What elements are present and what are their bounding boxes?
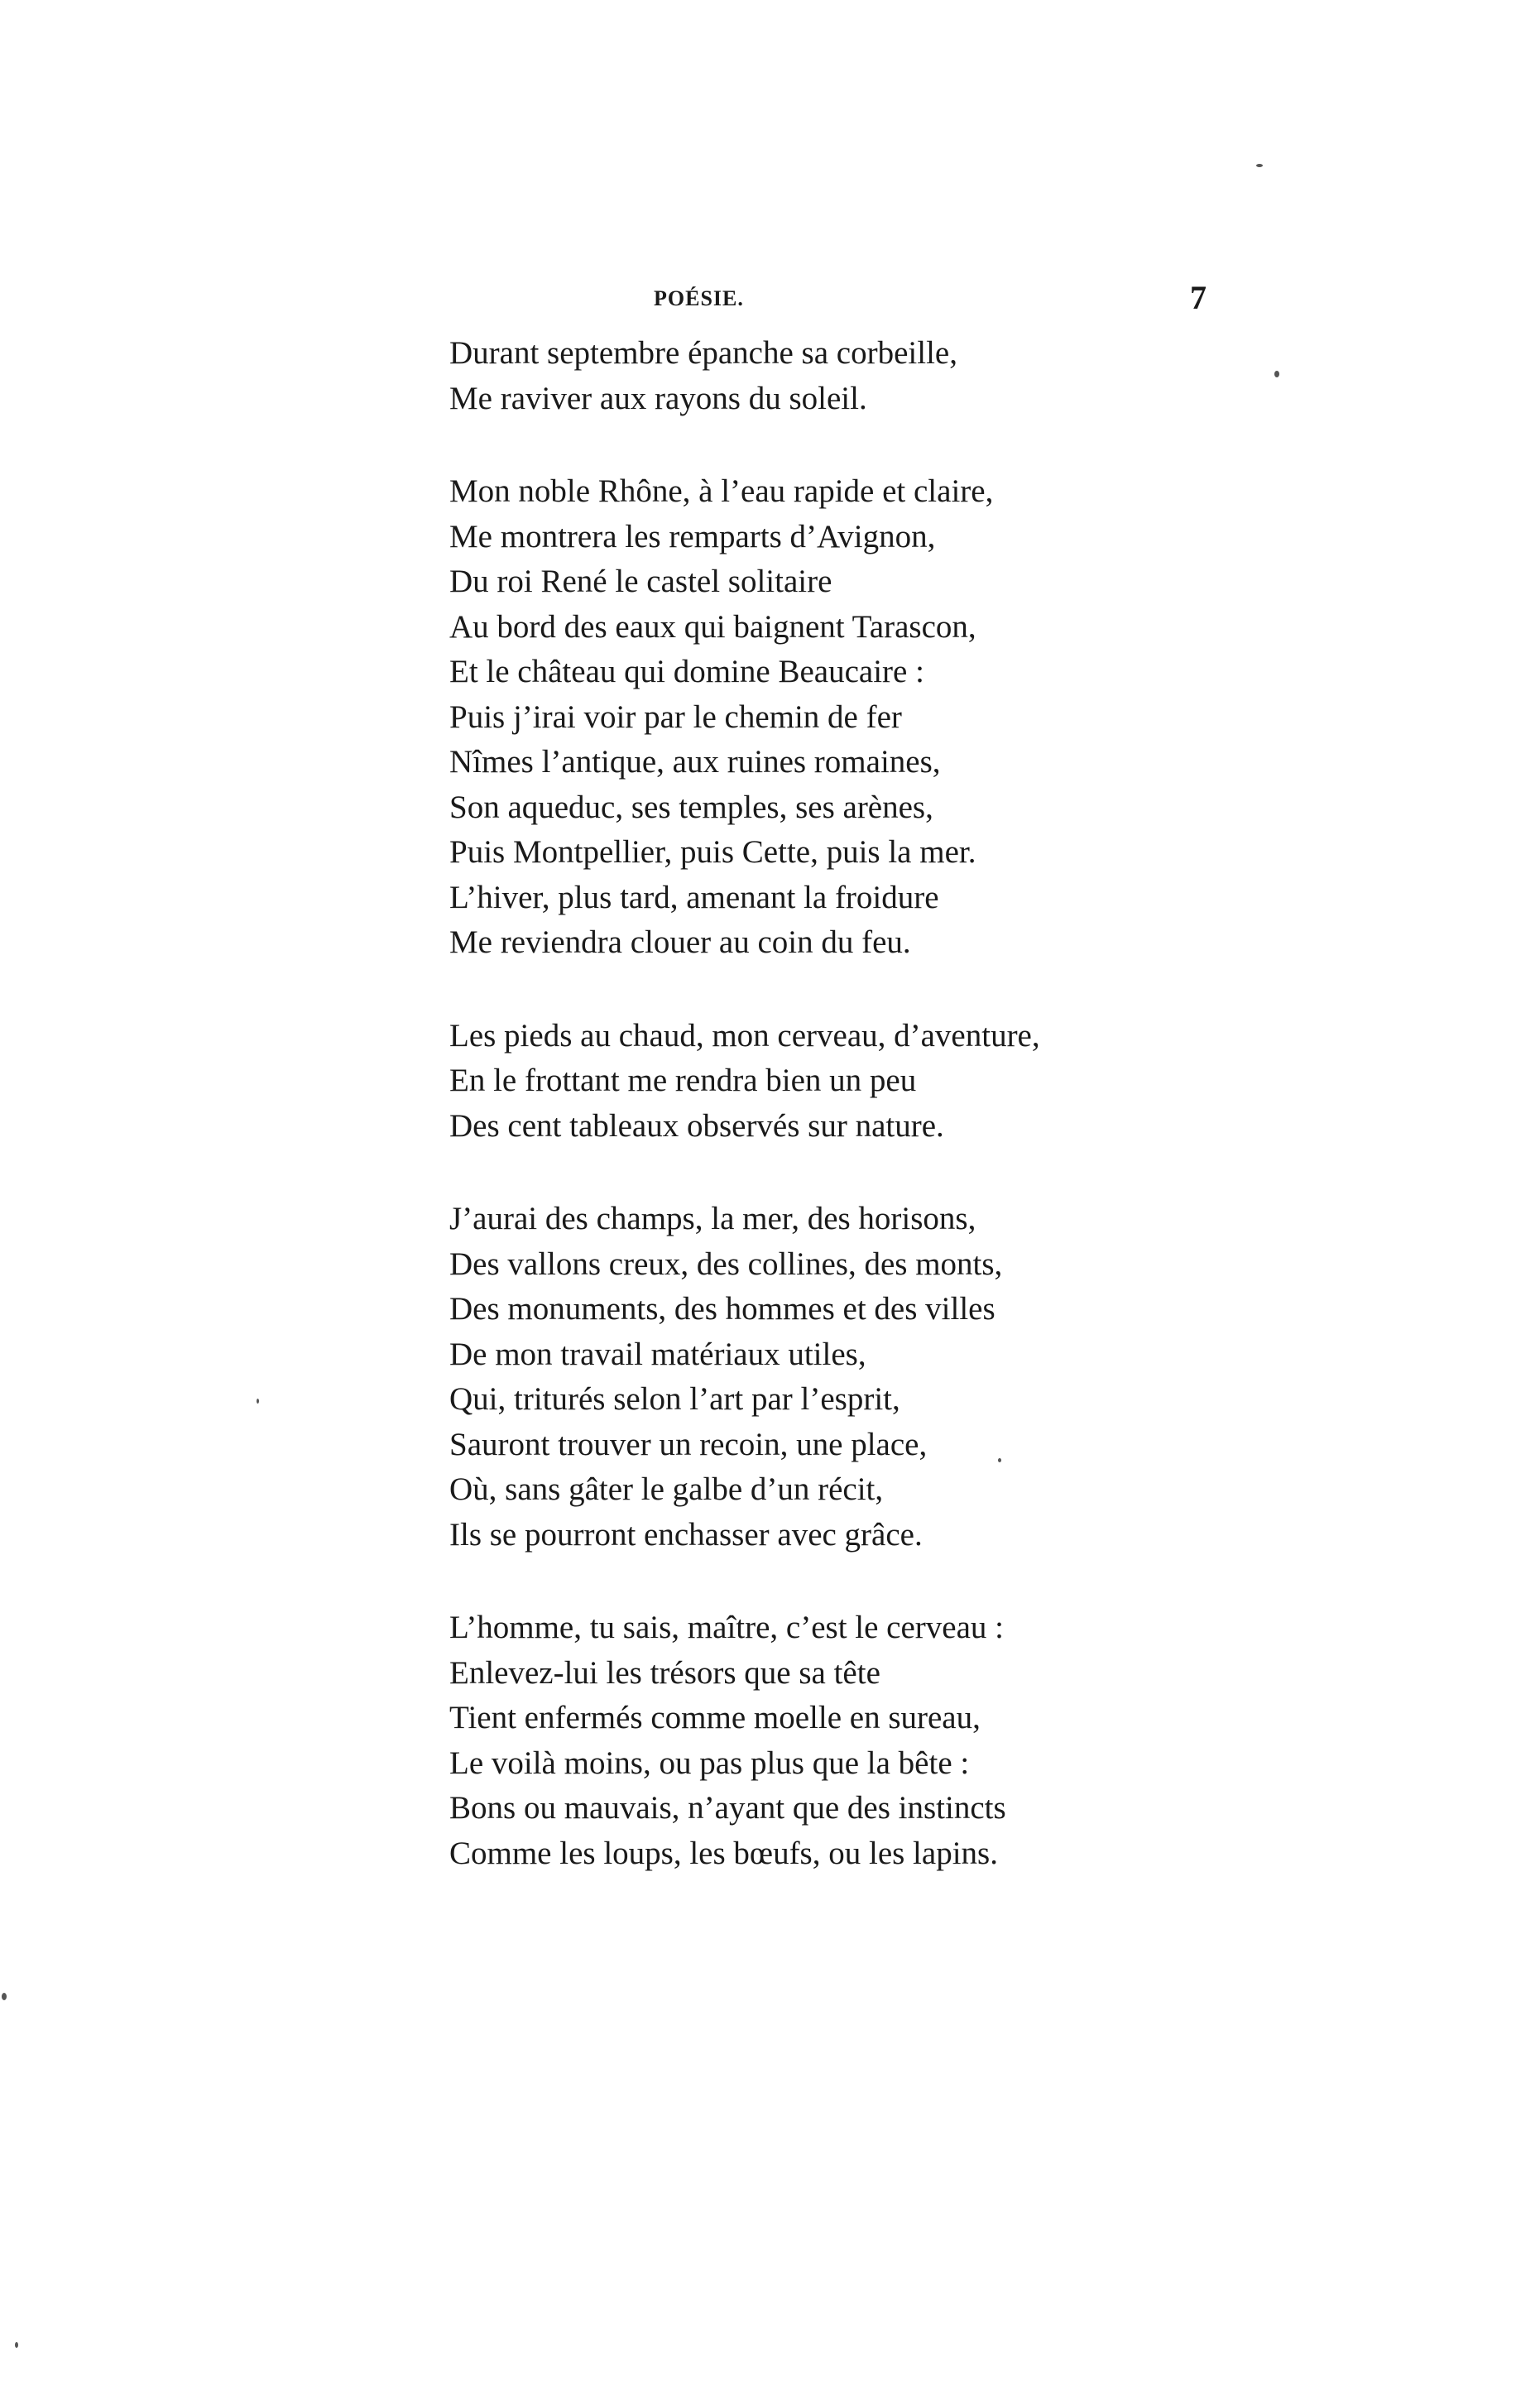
scan-speck bbox=[1256, 164, 1263, 167]
verse-line: Le voilà moins, ou pas plus que la bête : bbox=[449, 1745, 970, 1781]
running-title: POÉSIE. bbox=[654, 286, 744, 310]
verse-line: Comme les loups, les bœufs, ou les lapins. bbox=[449, 1835, 998, 1871]
page-number: 7 bbox=[1190, 279, 1207, 316]
verse-line: De mon travail matériaux utiles, bbox=[449, 1336, 866, 1372]
verse-line: Enlevez-lui les trésors que sa tête bbox=[449, 1654, 880, 1691]
verse-line: J’aurai des champs, la mer, des horisons, bbox=[449, 1201, 976, 1236]
poem-text bbox=[449, 331, 1277, 1924]
scan-speck bbox=[257, 1399, 259, 1404]
verse-line: Les pieds au chaud, mon cerveau, d’aventure, bbox=[449, 1017, 1040, 1054]
verse-line: Bons ou mauvais, n’ayant que des instincts bbox=[449, 1790, 1006, 1826]
stanza-2 bbox=[449, 469, 1277, 966]
scan-speck bbox=[1274, 371, 1279, 377]
verse-line: Du roi René le castel solitaire bbox=[449, 564, 832, 599]
verse-line: Où, sans gâter le galbe d’un récit, bbox=[449, 1471, 884, 1507]
verse-line: Sauront trouver un recoin, une place, bbox=[449, 1426, 928, 1462]
verse-line: Me raviver aux rayons du soleil. bbox=[449, 380, 867, 416]
verse-line: En le frottant me rendra bien un peu bbox=[449, 1063, 917, 1098]
verse-line: Des cent tableaux observés sur nature. bbox=[449, 1107, 944, 1144]
verse-line: Au bord des eaux qui baignent Tarascon, bbox=[449, 608, 976, 645]
verse-line: Des monuments, des hommes et des villes bbox=[449, 1291, 995, 1327]
verse-line: L’hiver, plus tard, amenant la froidure bbox=[449, 879, 939, 915]
scan-speck bbox=[998, 1458, 1001, 1462]
scan-speck bbox=[2, 1993, 7, 2000]
stanza-5 bbox=[449, 1605, 1277, 1876]
verse-line: Puis j’irai voir par le chemin de fer bbox=[449, 698, 902, 735]
verse-line: Qui, triturés selon l’art par l’esprit, bbox=[449, 1381, 900, 1417]
stanza-3 bbox=[449, 1014, 1277, 1150]
verse-line: L’homme, tu sais, maître, c’est le cerveau : bbox=[449, 1610, 1004, 1645]
stanza-4 bbox=[449, 1197, 1277, 1557]
running-head bbox=[0, 281, 1540, 323]
verse-line: Et le château qui domine Beaucaire : bbox=[449, 654, 924, 689]
verse-line: Ils se pourront enchasser avec grâce. bbox=[449, 1516, 923, 1553]
stanza-1 bbox=[449, 331, 1277, 421]
verse-line: Puis Montpellier, puis Cette, puis la mer. bbox=[449, 834, 976, 870]
verse-line: Me reviendra clouer au coin du feu. bbox=[449, 924, 911, 960]
verse-line: Son aqueduc, ses temples, ses arènes, bbox=[449, 789, 933, 825]
verse-line: Nîmes l’antique, aux ruines romaines, bbox=[449, 744, 941, 780]
verse-line: Me montrera les remparts d’Avignon, bbox=[449, 518, 936, 554]
scan-speck bbox=[15, 2342, 18, 2348]
verse-line: Tient enfermés comme moelle en sureau, bbox=[449, 1700, 981, 1735]
verse-line: Durant septembre épanche sa corbeille, bbox=[449, 335, 957, 371]
verse-line: Mon noble Rhône, à l’eau rapide et claire, bbox=[449, 473, 994, 509]
verse-line: Des vallons creux, des collines, des monts, bbox=[449, 1245, 1003, 1282]
